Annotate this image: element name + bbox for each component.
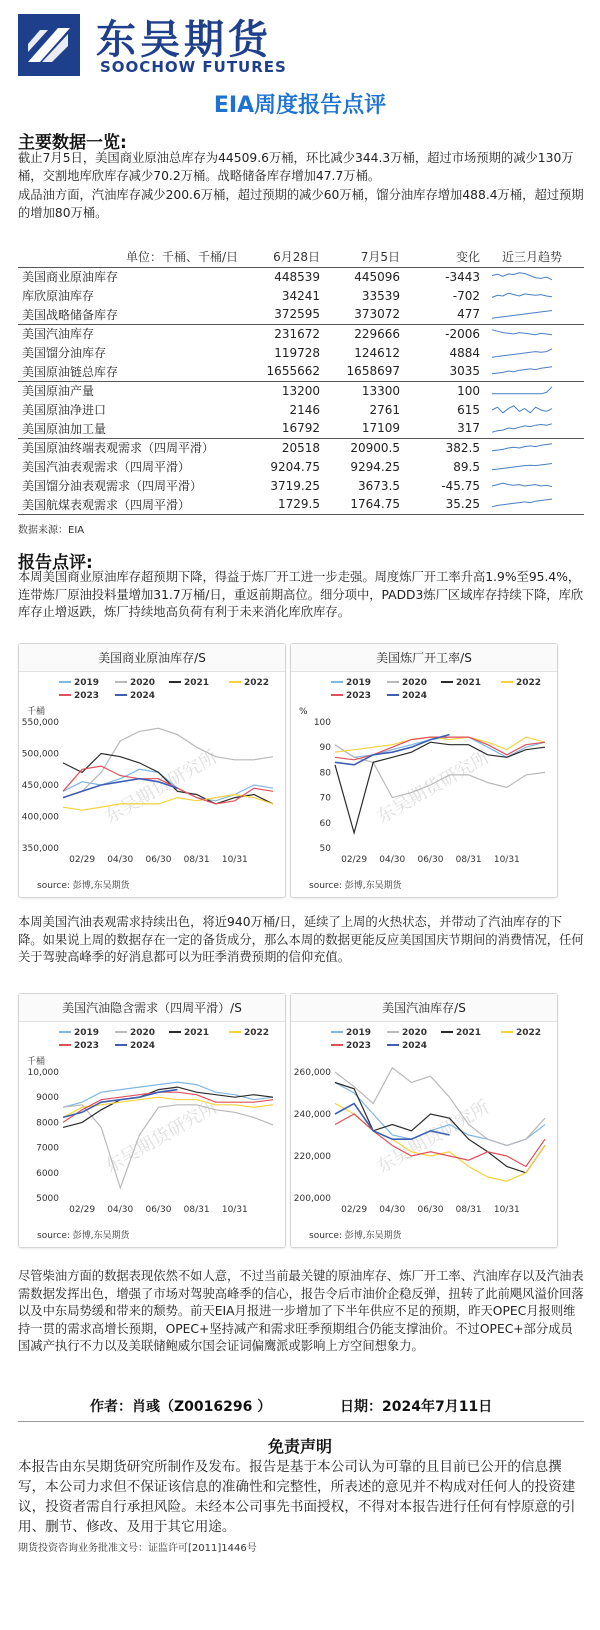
chart-panel-crude-stocks <box>18 643 286 898</box>
row-trend-sparkline <box>488 476 584 495</box>
sparkline-trend-line <box>492 311 552 319</box>
row-trend-sparkline <box>488 457 584 476</box>
legend-label-2021: 2021 <box>184 1028 210 1038</box>
row-curr-value: 20900.5 <box>350 440 400 455</box>
legend-label-2022: 2022 <box>244 1028 270 1038</box>
row-trend-sparkline <box>488 343 584 362</box>
table-row <box>18 343 584 362</box>
chart-watermark: 东吴期货研究所 <box>101 746 222 828</box>
legend-label-2022: 2022 <box>516 678 542 688</box>
legend-label-2021: 2021 <box>456 678 482 688</box>
x-tick-label: 04/30 <box>107 855 134 865</box>
row-change-value: 477 <box>408 305 488 324</box>
column-header-change: 变化 <box>408 247 488 267</box>
legend-label-2019: 2019 <box>74 1028 100 1038</box>
table-row <box>18 400 584 419</box>
summary-paragraph-crude: 截止7月5日，美国商业原油总库存为44509.6万桶，环比减少344.3万桶，超过市场预期的减少130万桶，交割地库欣库存减少70.2万桶。战略储备库存增加47.7万桶。 <box>18 151 574 183</box>
legend-label-2020: 2020 <box>402 1028 428 1038</box>
column-header-prev-date: 6月28日 <box>258 247 328 267</box>
row-change-value: 3035 <box>408 362 488 381</box>
line-chart <box>291 672 557 872</box>
table-row <box>18 324 584 343</box>
y-axis-unit: 千桶 <box>27 1057 46 1067</box>
row-name: 美国馏分油表观需求（四周平滑） <box>22 479 203 493</box>
column-header-trend: 近三月趋势 <box>488 247 584 267</box>
chart-watermark: 东吴期货研究所 <box>101 1096 222 1178</box>
chart-source: source: 彭博,东吴期货 <box>37 1231 130 1241</box>
chart-panel-gasoline-stocks <box>290 993 558 1248</box>
x-tick-label: 02/29 <box>341 855 368 865</box>
y-axis-unit: 千桶 <box>27 707 46 717</box>
row-trend-sparkline <box>488 305 584 324</box>
sparkline-trend-line <box>492 463 552 469</box>
legend-label-2023: 2023 <box>346 1041 372 1051</box>
chart-watermark: 东吴期货研究所 <box>373 1096 494 1178</box>
row-curr-value: 2761 <box>369 402 400 417</box>
legend-label-2021: 2021 <box>184 678 210 688</box>
x-tick-label: 08/31 <box>455 1205 482 1215</box>
legend-label-2024: 2024 <box>130 1041 156 1051</box>
summary-heading: 主要数据一览: <box>18 133 127 153</box>
sparkline-trend-line <box>492 387 552 394</box>
row-change-value: 382.5 <box>445 440 480 455</box>
row-curr-value: 1658697 <box>328 362 408 381</box>
inventory-data-table <box>18 247 584 515</box>
y-tick-label: 70 <box>319 793 331 804</box>
legend-label-2020: 2020 <box>130 678 156 688</box>
y-tick-label: 80 <box>319 768 331 779</box>
x-tick-label: 02/29 <box>341 1205 368 1215</box>
chart-source: source: 彭博,东吴期货 <box>37 881 130 891</box>
table-row <box>18 381 584 400</box>
row-trend-sparkline <box>488 286 584 305</box>
table-row <box>18 495 584 514</box>
sparkline-trend-line <box>492 348 552 356</box>
table-row <box>18 457 584 476</box>
y-tick-label: 8000 <box>36 1118 59 1129</box>
x-tick-label: 10/31 <box>493 855 520 865</box>
row-change-value: 100 <box>457 383 480 398</box>
row-curr-value: 229666 <box>354 326 400 341</box>
chart-watermark: 东吴期货研究所 <box>373 746 494 828</box>
x-tick-label: 06/30 <box>417 855 444 865</box>
x-tick-label: 06/30 <box>417 1205 444 1215</box>
row-change-value: 89.5 <box>453 459 480 474</box>
y-tick-label: 6000 <box>36 1168 59 1179</box>
legend-label-2019: 2019 <box>346 678 372 688</box>
y-tick-label: 10,000 <box>27 1068 59 1078</box>
brand-name-english: SOOCHOW FUTURES <box>100 58 287 76</box>
chart-title: 美国汽油库存/S <box>291 994 557 1022</box>
x-tick-label: 08/31 <box>183 1205 210 1215</box>
comment-heading: 报告点评: <box>18 553 93 573</box>
row-name: 美国商业原油库存 <box>22 270 119 285</box>
legend-label-2019: 2019 <box>346 1028 372 1038</box>
series-line-2020 <box>63 1105 273 1188</box>
row-curr-value: 17109 <box>328 419 408 438</box>
legend-label-2023: 2023 <box>74 691 100 701</box>
legend-label-2023: 2023 <box>346 691 372 701</box>
column-header-unit: 单位：千桶、千桶/日 <box>18 247 258 267</box>
row-name: 美国原油净进口 <box>22 403 107 417</box>
author-row <box>18 1392 584 1422</box>
legend-label-2019: 2019 <box>74 678 100 688</box>
row-name: 美国汽油表观需求（四周平滑） <box>22 460 191 474</box>
report-title: EIA周度报告点评 <box>213 93 387 118</box>
license-note: 期货投资咨询业务批准文号：证监许可[2011]1446号 <box>18 1543 257 1554</box>
row-prev-value: 3719.25 <box>270 478 320 493</box>
row-prev-value: 34241 <box>281 288 320 303</box>
row-name: 库欣原油库存 <box>22 289 95 303</box>
row-prev-value: 16792 <box>258 419 328 438</box>
sparkline-trend-line <box>492 293 552 297</box>
row-curr-value: 1764.75 <box>328 495 408 514</box>
table-source-note: 数据来源：EIA <box>18 525 85 536</box>
chart-source: source: 彭博,东吴期货 <box>309 1231 402 1241</box>
y-tick-label: 9000 <box>36 1093 59 1104</box>
y-tick-label: 260,000 <box>293 1068 331 1078</box>
legend-label-2020: 2020 <box>402 678 428 688</box>
author-label: 作者：肖彧（Z0016296 ） <box>90 1399 272 1415</box>
sparkline-trend-line <box>492 499 552 507</box>
row-curr-value: 13300 <box>361 383 400 398</box>
table-row <box>18 438 584 457</box>
row-trend-sparkline <box>488 362 584 381</box>
disclaimer-text: 本报告由东吴期货研究所制作及发布。报告是基于本公司认为可靠的且目前已公开的信息撰写，本公司力求但不保证该信息的准确性和完整性，所表述的意见并不构成对任何人的投资建议，投资者需自行承担风险。未经本公司事先书面授权，不得对本报告进行任何有悖原意的引用、删节、修改、及用于其它用途。 <box>18 1459 576 1535</box>
column-header-curr-date: 7月5日 <box>328 247 408 267</box>
x-tick-label: 02/29 <box>69 855 96 865</box>
row-trend-sparkline <box>488 438 584 457</box>
row-trend-sparkline <box>488 400 584 419</box>
x-tick-label: 04/30 <box>107 1205 134 1215</box>
y-tick-label: 400,000 <box>21 812 59 823</box>
y-tick-label: 500,000 <box>21 749 59 760</box>
row-trend-sparkline <box>488 324 584 343</box>
soochow-logo-icon <box>18 14 80 76</box>
comment-paragraph-crude: 本周美国商业原油库存超预期下降，得益于炼厂开工进一步走强。周度炼厂开工率升高1.9%至95.4%，连带炼厂原油投料量增加31.7万桶/日，重返前期高位。细分项中，PADD3炼厂区域库存持续下降，库欣库存止增返跌，炼厂持续地高负荷有利于未来消化库欣库存。 <box>18 570 584 619</box>
sparkline-trend-line <box>492 367 552 374</box>
y-tick-label: 450,000 <box>21 781 59 791</box>
legend-label-2021: 2021 <box>456 1028 482 1038</box>
row-name: 美国原油产量 <box>22 384 95 399</box>
y-tick-label: 220,000 <box>293 1152 331 1162</box>
table-row <box>18 286 584 305</box>
line-chart <box>291 1022 557 1222</box>
series-line-2022 <box>335 737 545 752</box>
report-date: 日期：2024年7月11日 <box>340 1399 493 1415</box>
chart-panel-gasoline-demand <box>18 993 286 1248</box>
y-tick-label: 550,000 <box>21 718 59 728</box>
sparkline-trend-line <box>492 405 552 412</box>
row-prev-value: 20518 <box>281 440 320 455</box>
row-prev-value: 372595 <box>258 305 328 324</box>
legend-label-2022: 2022 <box>244 678 270 688</box>
x-tick-label: 08/31 <box>455 855 482 865</box>
row-change-value: -3443 <box>445 269 480 284</box>
table-row <box>18 305 584 324</box>
chart-title: 美国汽油隐含需求（四周平滑）/S <box>19 994 285 1022</box>
line-chart <box>19 672 285 872</box>
row-prev-value: 119728 <box>274 345 320 360</box>
y-tick-label: 100 <box>313 718 331 728</box>
row-name: 美国航煤表观需求（四周平滑） <box>18 495 258 514</box>
x-tick-label: 10/31 <box>221 855 248 865</box>
row-curr-value: 124612 <box>354 345 400 360</box>
row-name: 美国战略储备库存 <box>18 305 258 324</box>
y-tick-label: 240,000 <box>293 1110 331 1120</box>
y-axis-unit: % <box>299 707 308 717</box>
row-prev-value: 9204.75 <box>270 459 320 474</box>
row-trend-sparkline <box>488 267 584 286</box>
row-curr-value: 33539 <box>361 288 400 303</box>
chart-title: 美国商业原油库存/S <box>19 644 285 672</box>
y-tick-label: 50 <box>319 844 331 854</box>
row-name: 美国原油终端表观需求（四周平滑） <box>22 441 215 456</box>
sparkline-trend-line <box>492 273 552 280</box>
sparkline-trend-line <box>492 444 552 451</box>
row-prev-value: 13200 <box>281 383 320 398</box>
row-change-value: 317 <box>408 419 488 438</box>
chart-title: 美国炼厂开工率/S <box>291 644 557 672</box>
row-change-value: 615 <box>457 402 480 417</box>
row-trend-sparkline <box>488 419 584 438</box>
x-tick-label: 10/31 <box>221 1205 248 1215</box>
comment-paragraph-outlook: 尽管柴油方面的数据表现依然不如人意，不过当前最关键的原油库存、炼厂开工率、汽油库存以及汽油表需数据发挥出色，增强了市场对驾驶高峰季的信心，报告令后市油价企稳反弹，扭转了此前飓风溢价回落以及中东局势缓和带来的颓势。前天EIA月报进一步增加了下半年供应不足的预期，昨天OPEC月报则维持一贯的需求高增长预期，OPEC+坚持减产和需求旺季预期组合仍能支撑油价。不过OPEC+部分成员国减产执行不力以及美联储鲍威尔国会证词偏鹰派或影响上方空间想象力。 <box>18 1269 584 1353</box>
brand-name-chinese: 东吴期货 <box>96 17 272 63</box>
y-tick-label: 60 <box>319 818 331 829</box>
row-curr-value: 9294.25 <box>350 459 400 474</box>
y-tick-label: 5000 <box>36 1194 59 1204</box>
x-tick-label: 04/30 <box>379 855 406 865</box>
comment-paragraph-gasoline: 本周美国汽油表观需求持续出色，将近940万桶/日，延续了上周的火热状态，并带动了汽油库存的下降。如果说上周的数据存在一定的备货成分，那么本周的数据更能反应美国国庆节期间的消费情况，任何关于驾驶高峰季的好消息都可以为旺季消费预期的信仰充值。 <box>18 915 584 964</box>
table-row <box>18 419 584 438</box>
row-curr-value: 445096 <box>354 269 400 284</box>
row-name: 美国汽油库存 <box>22 327 95 342</box>
row-name: 美国馏分油库存 <box>22 346 107 360</box>
row-prev-value: 1655662 <box>258 362 328 381</box>
y-tick-label: 200,000 <box>293 1194 331 1204</box>
sparkline-trend-line <box>492 483 552 487</box>
row-prev-value: 1729.5 <box>258 495 328 514</box>
summary-paragraph-products: 成品油方面，汽油库存减少200.6万桶，超过预期的减少60万桶，馏分油库存增加488.4万桶，超过预期的增加80万桶。 <box>18 188 584 220</box>
row-prev-value: 231672 <box>274 326 320 341</box>
y-tick-label: 90 <box>319 743 331 754</box>
legend-label-2022: 2022 <box>516 1028 542 1038</box>
legend-label-2024: 2024 <box>130 691 156 701</box>
row-name: 美国原油链总库存 <box>18 362 258 381</box>
x-tick-label: 06/30 <box>145 855 172 865</box>
table-row <box>18 267 584 286</box>
x-tick-label: 02/29 <box>69 1205 96 1215</box>
table-row <box>18 362 584 381</box>
row-change-value: -45.75 <box>441 478 480 493</box>
legend-label-2023: 2023 <box>74 1041 100 1051</box>
legend-label-2024: 2024 <box>402 1041 428 1051</box>
legend-label-2020: 2020 <box>130 1028 156 1038</box>
row-trend-sparkline <box>488 495 584 514</box>
sparkline-trend-line <box>492 330 552 335</box>
row-curr-value: 3673.5 <box>358 478 400 493</box>
chart-source: source: 彭博,东吴期货 <box>309 881 402 891</box>
x-tick-label: 06/30 <box>145 1205 172 1215</box>
x-tick-label: 10/31 <box>493 1205 520 1215</box>
series-line-2024 <box>63 1090 178 1118</box>
row-name: 美国原油加工量 <box>18 419 258 438</box>
row-change-value: -2006 <box>445 326 480 341</box>
row-change-value: 4884 <box>449 345 480 360</box>
row-change-value: -702 <box>452 288 480 303</box>
x-tick-label: 04/30 <box>379 1205 406 1215</box>
disclaimer-title: 免责声明 <box>267 1437 332 1456</box>
row-prev-value: 2146 <box>289 402 320 417</box>
row-prev-value: 448539 <box>274 269 320 284</box>
y-tick-label: 7000 <box>36 1143 59 1154</box>
y-tick-label: 350,000 <box>21 844 59 854</box>
row-curr-value: 373072 <box>328 305 408 324</box>
legend-label-2024: 2024 <box>402 691 428 701</box>
line-chart <box>19 1022 285 1222</box>
row-trend-sparkline <box>488 381 584 400</box>
x-tick-label: 08/31 <box>183 855 210 865</box>
table-header-row <box>18 247 584 267</box>
row-change-value: 35.25 <box>408 495 488 514</box>
sparkline-trend-line <box>492 424 552 432</box>
table-row <box>18 476 584 495</box>
chart-panel-refinery-utilization <box>290 643 558 898</box>
